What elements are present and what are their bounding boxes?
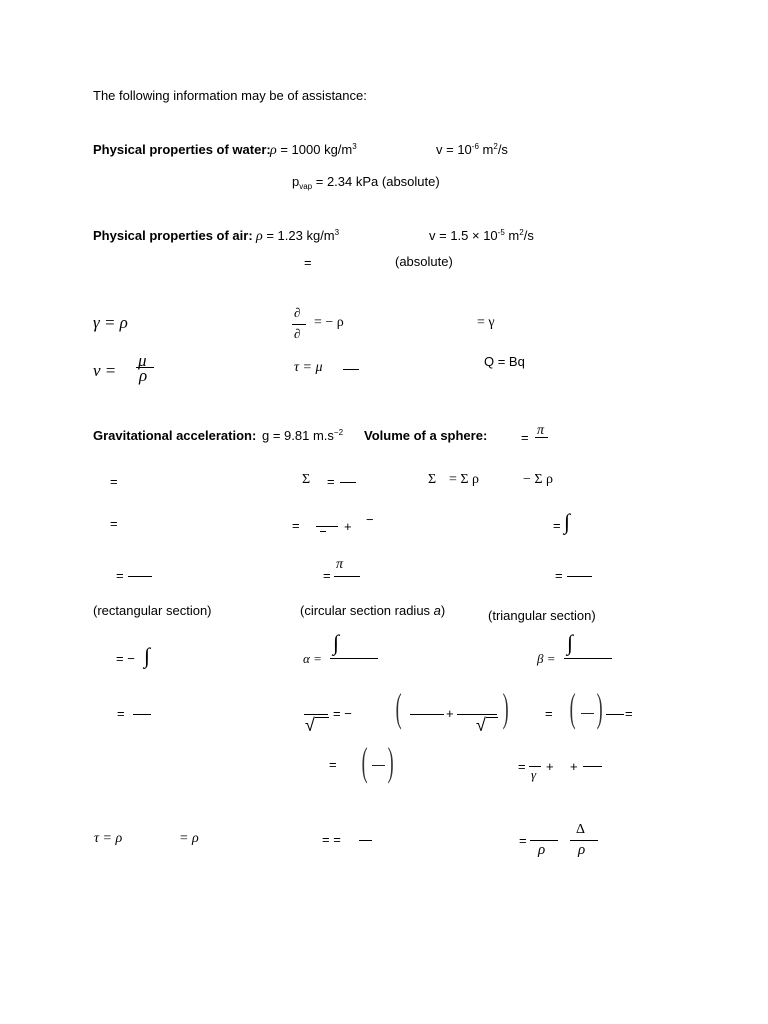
sigma-symbol-2: Σ <box>428 472 437 487</box>
fraction-bar <box>567 576 592 577</box>
row-e-equals-3: = <box>625 706 633 721</box>
gamma-rho-equation: γ = ρ <box>93 313 128 332</box>
fraction-bar <box>330 658 378 659</box>
row-c-equals-3: = <box>555 568 563 583</box>
plus-sign: + <box>446 706 454 721</box>
rectangular-section-label: (rectangular section) <box>93 603 212 618</box>
mu-symbol: μ <box>138 351 147 370</box>
row-b-equals-2: = <box>292 518 300 533</box>
air-equals: = <box>304 255 312 270</box>
rho-symbol: ρ <box>538 842 546 858</box>
left-paren: ( <box>395 685 402 730</box>
equals-sigma-rho: = Σ ρ <box>449 472 480 487</box>
left-paren: ( <box>361 739 368 784</box>
sqrt-bar <box>315 717 329 718</box>
fraction-bar <box>340 482 356 483</box>
intro-text: The following information may be of assistance: <box>93 88 367 103</box>
equals-gamma: = γ <box>477 315 495 330</box>
minus-sign: − <box>366 512 374 527</box>
partial-bottom: ∂ <box>294 326 301 341</box>
fraction-bar <box>564 658 612 659</box>
fraction-bar <box>292 324 306 325</box>
sqrt-bar <box>486 717 498 718</box>
gravity-label: Gravitational acceleration: <box>93 428 257 443</box>
integral-symbol: ∫ <box>567 630 574 655</box>
air-heading: Physical properties of air: <box>93 228 253 243</box>
air-viscosity: $v = 1.5 \times 10^{-5}$ $m^2/s$ <box>429 228 534 243</box>
rho-symbol: ρ <box>578 842 586 858</box>
row-f-equals: = <box>329 757 337 772</box>
water-viscosity: $v = 10^{-6}$ $m^2/s$ <box>436 142 508 157</box>
sqrt-symbol: √ <box>305 715 315 735</box>
fraction-bar <box>359 840 372 841</box>
row-g-equals: = <box>519 833 527 848</box>
dash: — <box>581 705 594 720</box>
row-a-equals-2: = <box>327 474 335 489</box>
dash: — <box>372 757 385 772</box>
right-paren: ) <box>502 685 509 730</box>
fraction-bar <box>410 714 444 715</box>
pi-symbol: π <box>537 423 545 438</box>
alpha-equals: α = <box>303 651 322 666</box>
water-heading: Physical properties of water: <box>93 142 271 157</box>
fraction-bar <box>343 369 359 370</box>
gamma-symbol: γ <box>531 767 537 782</box>
integral-symbol: ∫ <box>144 643 151 668</box>
fraction-bar <box>133 714 151 715</box>
gravity-value: g = 9.81 $m.s^{-2}$ <box>262 428 344 443</box>
row-f-equals-2: = <box>518 759 526 774</box>
right-paren: ) <box>387 739 394 784</box>
fraction-bar <box>128 576 152 577</box>
row-d-equals-minus: = − <box>116 651 135 666</box>
beta-equals: β = <box>537 651 556 666</box>
partial-rhs: = − ρ <box>314 315 344 330</box>
delta-symbol: Δ <box>576 822 586 837</box>
water-density: ρ = 1000 $kg/m^3$ <box>270 142 357 158</box>
row-e-equals: = <box>117 706 125 721</box>
fraction-bar <box>606 714 624 715</box>
row-b-equals-3: = <box>553 518 561 533</box>
fraction-bar <box>530 840 558 841</box>
sphere-equals: = <box>521 430 529 445</box>
tau-mu-equation: τ = μ <box>294 360 323 375</box>
triangular-section-label: (triangular section) <box>488 608 596 623</box>
row-e-equals-minus: = − <box>333 706 352 721</box>
circular-section-label: (circular section radius a) <box>300 603 446 618</box>
integral-symbol: ∫ <box>333 630 340 655</box>
partial-top: ∂ <box>294 305 301 320</box>
row-e-equals-2: = <box>545 706 553 721</box>
plus-sign: + <box>344 519 352 534</box>
equals-rho: = ρ <box>179 831 199 846</box>
sphere-label: Volume of a sphere: <box>364 428 488 443</box>
integral-symbol: ∫ <box>564 509 571 534</box>
equals-equals: = = <box>322 832 341 847</box>
fraction-bar <box>535 437 548 438</box>
minus-sigma-rho: − Σ ρ <box>523 472 554 487</box>
flow-rate-equation: Q = Bq <box>484 354 525 369</box>
plus-sign: + <box>570 759 578 774</box>
air-density: ρ = 1.23 $kg/m^3$ <box>256 228 340 244</box>
sigma-symbol: Σ <box>302 472 311 487</box>
row-c-equals: = <box>116 568 124 583</box>
plus-sign: + <box>546 759 554 774</box>
nu-lhs: ν = <box>93 361 117 380</box>
pi-symbol: π <box>336 557 344 572</box>
fraction-bar <box>583 766 602 767</box>
right-paren: ) <box>596 685 603 730</box>
sqrt-symbol: √ <box>476 715 486 735</box>
row-b-equals: = <box>110 516 118 531</box>
left-paren: ( <box>569 685 576 730</box>
fraction-bar <box>320 531 326 532</box>
fraction-bar <box>570 840 598 841</box>
fraction-bar <box>316 526 338 527</box>
air-absolute: (absolute) <box>395 254 453 269</box>
row-a-equals: = <box>110 474 118 489</box>
rho-symbol: ρ <box>139 366 148 385</box>
water-vapour-pressure: $p_{vap} = 2.34$ kPa (absolute) <box>292 174 440 191</box>
row-c-equals-2: = <box>323 568 331 583</box>
tau-rho-equation: τ = ρ <box>94 831 123 846</box>
fraction-bar <box>334 576 360 577</box>
